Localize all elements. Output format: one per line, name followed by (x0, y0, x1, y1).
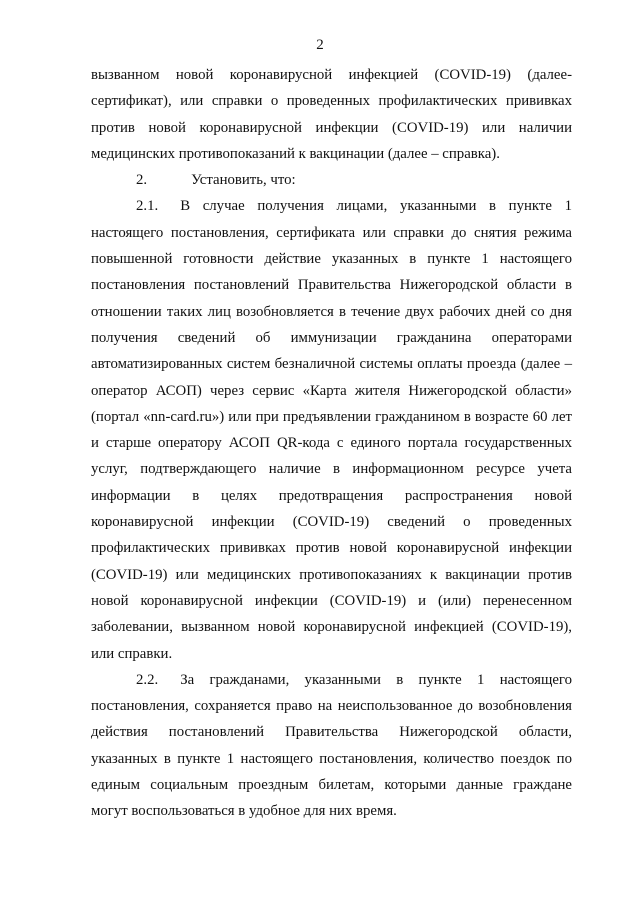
item-2-2-paragraph (91, 667, 572, 825)
item-2-2-text: За гражданами, указанными в пункте 1 настоящего постановления, сохраняется право на неиспользованное до возобновления действия постановлений Правительства Нижегородской области, указанных в пункте 1 настоящего постановления, количество поездок по единым социальным проездным билетам, которыми данные граждане могут воспользоваться в удобное для них время. (91, 671, 572, 820)
item-2-1-text: В случае получения лицами, указанными в пункте 1 настоящего постановления, сертификата или справки до снятия режима повышенной готовности действие указанных в пункте 1 настоящего постановления постановлений Правительства Нижегородской области в отношении таких лиц возобновляется в течение двух рабочих дней со дня получения сведений об иммунизации гражданина операторами автоматизированных систем безналичной системы оплаты проезда (далее – оператор АСОП) через сервис «Карта жителя Нижегородской области» (портал «nn-card.ru») или при предъявлении гражданином в возрасте 60 лет и старше оператору АСОП QR-кода с единого портала государственных услуг, подтверждающего наличие в информационном ресурсе учета информации в целях предотвращения распространения новой коронавирусной инфекции (COVID-19) сведений о проведенных профилактических прививках против новой коронавирусной инфекции (COVID-19) или медицинских противопоказаниях к вакцинации против новой коронавирусной инфекции (COVID-19) и (или) перенесенном заболевании, вызванном новой коронавирусной инфекцией (COVID-19), или справки. (91, 198, 572, 662)
item-2-1-paragraph (91, 193, 572, 666)
continuation-paragraph: вызванном новой коронавирусной инфекцией (COVID-19) (далее-сертификат), или справки о проведенных профилактических прививках против новой коронавирусной инфекции (COVID-19) или наличии медицинских противопоказаний к вакцинации (далее – справка). (91, 67, 572, 162)
document-body (91, 62, 572, 825)
item-2-2-number: 2.2. (136, 671, 159, 688)
item-2-text: Установить, что: (191, 172, 296, 189)
page-number: 2 (316, 37, 324, 53)
item-2-1-number: 2.1. (136, 198, 159, 215)
item-2-number: 2. (136, 172, 148, 189)
item-2-paragraph (91, 167, 572, 193)
